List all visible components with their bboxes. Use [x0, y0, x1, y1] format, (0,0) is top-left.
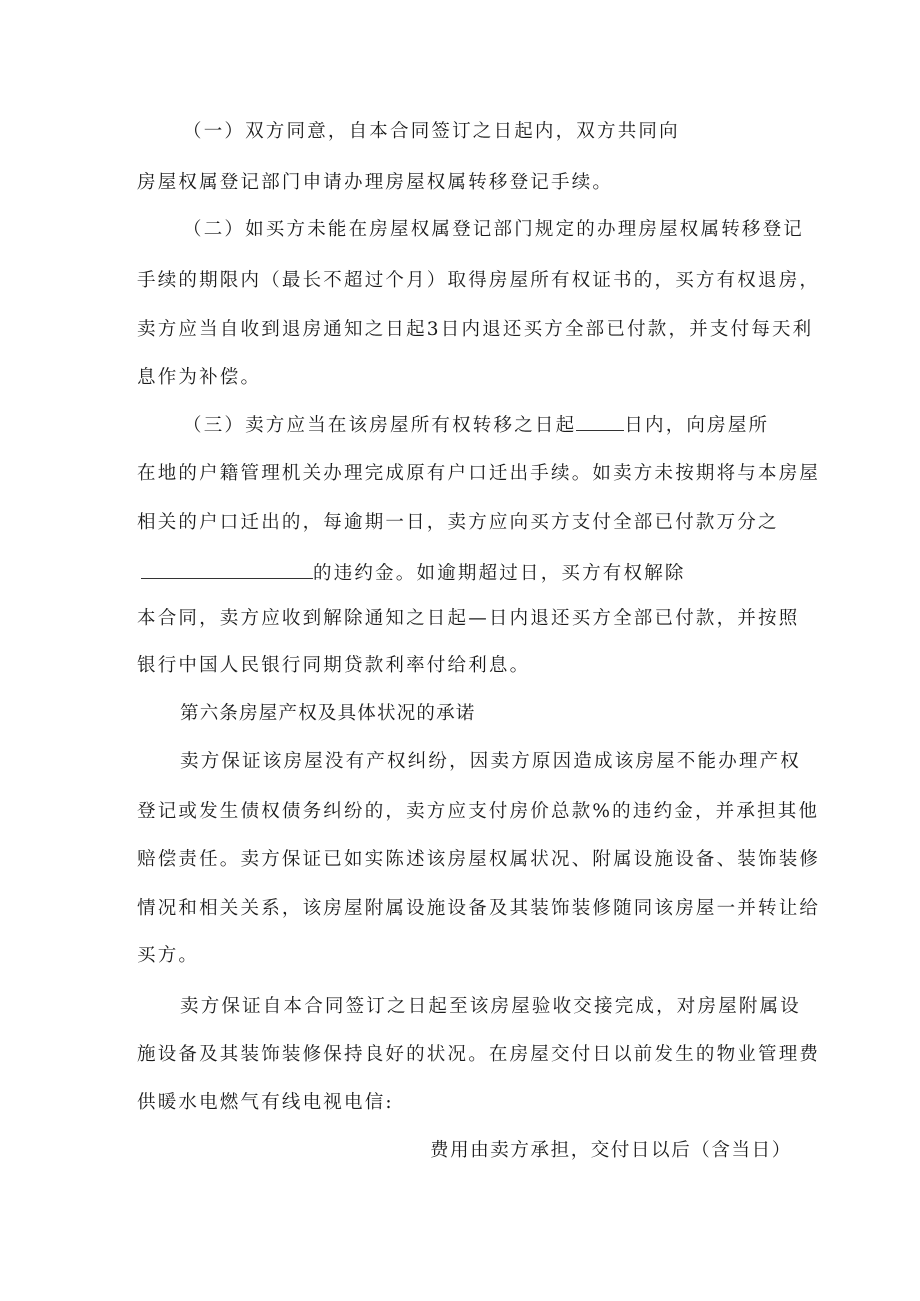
p5-line-3: 供暖水电燃气有线电视电信:: [137, 1092, 394, 1113]
p2-line-4: 息作为补偿。: [137, 367, 262, 388]
p2-line-3: 卖方应当自收到退房通知之日起3日内退还买方全部已付款，并支付每天利: [137, 319, 814, 340]
blank-penalty-field: [141, 560, 313, 579]
blank-days-field: [576, 412, 624, 431]
p3-line-1: [183, 412, 769, 438]
p3-line-1-end: 日内，向房屋所: [624, 415, 770, 436]
section-heading: 第六条房屋产权及具体状况的承诺: [180, 703, 476, 724]
p5-line-2: 施设备及其装饰装修保持良好的状况。在房屋交付日以前发生的物业管理费: [137, 1044, 821, 1065]
p3-line-2: 在地的户籍管理机关办理完成原有户口迁出手续。如卖方未按期将与本房屋: [137, 463, 821, 484]
p4-line-5: 买方。: [137, 945, 200, 966]
p3-line-5: 本合同，卖方应收到解除通知之日起—日内退还买方全部已付款，并按照: [137, 608, 800, 629]
p3-line-3: 相关的户口迁出的，每逾期一日，卖方应向买方支付全部已付款万分之: [137, 512, 779, 533]
p2-line-1: （二）如买方未能在房屋权属登记部门规定的办理房屋权属转移登记: [183, 219, 805, 240]
p4-line-1: 卖方保证该房屋没有产权纠纷，因卖方原因造成该房屋不能办理产权: [180, 751, 802, 772]
p1-line-1: （一）双方同意，自本合同签订之日起内，双方共同向: [183, 121, 680, 142]
p3-line-1-start: （三）卖方应当在该房屋所有权转移之日起: [183, 415, 577, 436]
p3-line-4: [141, 560, 686, 586]
p1-line-2: 房屋权属登记部门申请办理房屋权属转移登记手续。: [137, 172, 614, 193]
p4-line-4: 情况和相关关系，该房屋附属设施设备及其装饰装修随同该房屋一并转让给: [137, 898, 821, 919]
p5-line-4: 费用由卖方承担，交付日以后（含当日）: [430, 1140, 792, 1161]
p5-line-1: 卖方保证自本合同签订之日起至该房屋验收交接完成，对房屋附属设: [180, 996, 802, 1017]
p4-line-3: 赔偿责任。卖方保证已如实陈述该房屋权属状况、附属设施设备、装饰装修: [137, 849, 821, 870]
p3-line-4-text: 的违约金。如逾期超过日，买方有权解除: [313, 563, 686, 584]
p4-line-2: 登记或发生债权债务纠纷的，卖方应支付房价总款%的违约金，并承担其他: [137, 801, 820, 822]
p3-line-6: 银行中国人民银行同期贷款利率付给利息。: [137, 655, 531, 676]
p2-line-2: 手续的期限内（最长不超过个月）取得房屋所有权证书的，买方有权退房，: [137, 270, 821, 291]
